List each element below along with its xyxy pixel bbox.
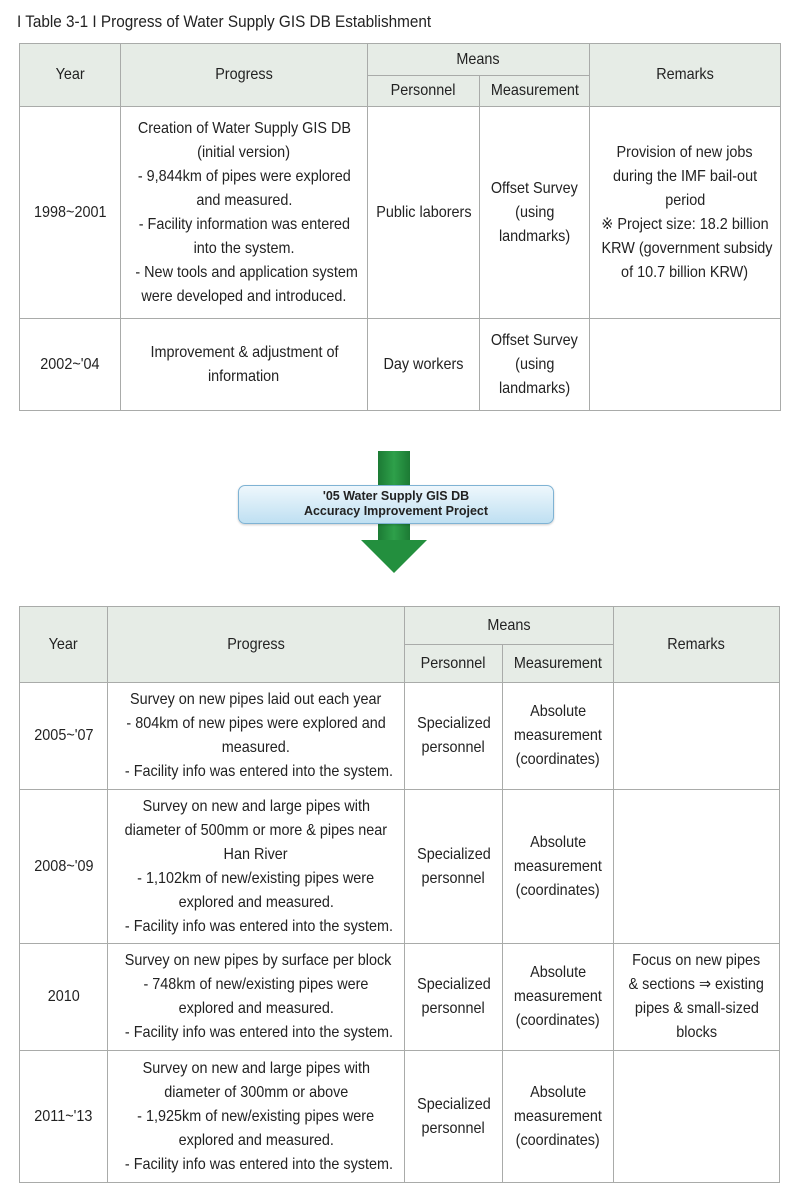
cell-remarks xyxy=(614,790,780,944)
cell-line: Han River xyxy=(223,845,289,863)
banner-line-1: '05 Water Supply GIS DB xyxy=(322,489,470,503)
cell-measurement xyxy=(503,790,614,944)
cell-line: Improvement & adjustment of xyxy=(149,343,339,361)
cell-line: Absolute xyxy=(529,703,587,720)
cell-year xyxy=(20,1051,108,1183)
cell-line: - 804km of new pipes were explored and xyxy=(126,715,386,732)
table-post-2005 xyxy=(19,606,780,1183)
cell-line: into the system. xyxy=(193,239,295,257)
cell-progress xyxy=(108,1051,405,1183)
cell-line: personnel xyxy=(421,1000,486,1017)
cell-personnel xyxy=(405,683,503,790)
cell-line: pipes & small-sized xyxy=(634,1000,759,1017)
cell-line: Day workers xyxy=(383,355,464,373)
cell-line: Absolute xyxy=(529,964,587,981)
cell-line: (using xyxy=(514,355,555,373)
cell-line: Specialized xyxy=(416,845,491,863)
cell-year xyxy=(20,683,108,790)
cell-line: personnel xyxy=(421,869,486,887)
table-title: I Table 3-1 I Progress of Water Supply GIS DB Establishment xyxy=(17,12,432,31)
cell-line: (coordinates) xyxy=(515,1012,601,1029)
cell-line: Survey on new and large pipes with xyxy=(142,797,370,815)
header-measurement: Measurement xyxy=(480,76,590,107)
cell-measurement xyxy=(503,683,614,790)
header-year: Year xyxy=(20,607,108,683)
table-row xyxy=(20,1051,780,1183)
cell-personnel xyxy=(405,944,503,1051)
cell-line: period xyxy=(664,191,706,209)
cell-line: Offset Survey xyxy=(491,331,578,349)
cell-remarks xyxy=(614,944,780,1051)
cell-line: (using xyxy=(514,203,555,221)
cell-line: 2008~'09 xyxy=(33,857,94,875)
cell-line: - 1,102km of new/existing pipes were xyxy=(137,869,375,887)
cell-year xyxy=(20,944,108,1051)
table-row xyxy=(20,790,780,944)
cell-line: information xyxy=(208,367,280,385)
header-remarks: Remarks xyxy=(590,44,781,107)
cell-line: Absolute xyxy=(529,833,587,851)
cell-progress xyxy=(108,790,405,944)
cell-line: Absolute xyxy=(529,1083,587,1101)
cell-line: Survey on new pipes laid out each year xyxy=(130,691,382,708)
cell-remarks xyxy=(614,683,780,790)
table-row xyxy=(20,683,780,790)
cell-line: Provision of new jobs xyxy=(616,143,754,161)
cell-line: were developed and introduced. xyxy=(141,287,347,305)
cell-line: 2011~'13 xyxy=(34,1107,93,1125)
cell-line: 2002~'04 xyxy=(40,355,100,373)
cell-line: diameter of 500mm or more & pipes near xyxy=(124,821,388,839)
arrow-head xyxy=(361,540,427,573)
cell-line: 2005~'07 xyxy=(33,727,94,744)
cell-line: Public laborers xyxy=(375,203,472,221)
cell-line: measurement xyxy=(513,857,603,875)
cell-line: Creation of Water Supply GIS DB xyxy=(137,119,351,137)
cell-line: personnel xyxy=(421,739,486,756)
cell-line: explored and measured. xyxy=(178,1131,334,1149)
arrow-shaft-bottom xyxy=(378,521,410,541)
project-banner xyxy=(238,485,554,524)
cell-line: measured. xyxy=(221,739,291,756)
cell-line: personnel xyxy=(421,1119,486,1137)
cell-progress xyxy=(108,683,405,790)
cell-line: - Facility info was entered into the system. xyxy=(124,763,394,780)
cell-line: - Facility info was entered into the system. xyxy=(124,1024,394,1041)
cell-line: - 9,844km of pipes were explored xyxy=(137,167,351,185)
header-personnel: Personnel xyxy=(368,76,480,107)
cell-line: Specialized xyxy=(416,715,491,732)
cell-line: diameter of 300mm or above xyxy=(163,1083,349,1101)
cell-line: and measured. xyxy=(195,191,293,209)
cell-line: landmarks) xyxy=(498,379,571,397)
cell-line: & sections ⇒ existing xyxy=(628,976,765,993)
cell-remarks xyxy=(614,1051,780,1183)
cell-line: (coordinates) xyxy=(515,1131,601,1149)
cell-line: 1998~2001 xyxy=(33,203,107,221)
arrow-shaft-top xyxy=(378,451,410,487)
table-row xyxy=(20,944,780,1051)
cell-line: (coordinates) xyxy=(515,881,601,899)
cell-line: measurement xyxy=(513,727,603,744)
cell-line: measurement xyxy=(513,988,603,1005)
cell-line: - 748km of new/existing pipes were xyxy=(143,976,369,993)
header-means: Means xyxy=(405,607,614,645)
cell-line: - Facility info was entered into the system. xyxy=(124,917,394,935)
cell-line: (coordinates) xyxy=(515,751,601,768)
cell-line: - Facility information was entered xyxy=(138,215,350,233)
cell-line: measurement xyxy=(513,1107,603,1125)
header-progress: Progress xyxy=(121,44,368,107)
cell-line: Survey on new and large pipes with xyxy=(142,1059,370,1077)
cell-measurement xyxy=(503,944,614,1051)
cell-personnel xyxy=(405,790,503,944)
cell-line: KRW (government subsidy xyxy=(601,239,773,257)
cell-line: - 1,925km of new/existing pipes were xyxy=(137,1107,375,1125)
cell-line: ※ Project size: 18.2 billion xyxy=(601,215,769,233)
cell-line: - Facility info was entered into the system. xyxy=(124,1155,394,1173)
header-year: Year xyxy=(20,44,121,107)
banner-line-2: Accuracy Improvement Project xyxy=(303,504,489,518)
cell-line: during the IMF bail-out xyxy=(612,167,758,185)
header-measurement: Measurement xyxy=(503,645,614,683)
cell-line: landmarks) xyxy=(498,227,571,245)
cell-line: 2010 xyxy=(47,988,80,1005)
cell-line: - New tools and application system xyxy=(135,263,358,281)
cell-line: explored and measured. xyxy=(178,1000,334,1017)
header-means: Means xyxy=(368,44,590,76)
cell-measurement xyxy=(503,1051,614,1183)
cell-year xyxy=(20,790,108,944)
cell-line: (initial version) xyxy=(197,143,291,161)
cell-personnel xyxy=(405,1051,503,1183)
cell-line: of 10.7 billion KRW) xyxy=(621,263,749,281)
cell-line: Specialized xyxy=(416,1095,491,1113)
cell-line: explored and measured. xyxy=(178,893,334,911)
cell-line: Offset Survey xyxy=(491,179,578,197)
header-progress: Progress xyxy=(108,607,405,683)
cell-line: Focus on new pipes xyxy=(632,952,761,969)
header-remarks: Remarks xyxy=(614,607,780,683)
cell-progress xyxy=(108,944,405,1051)
cell-line: blocks xyxy=(676,1024,717,1041)
cell-line: Survey on new pipes by surface per block xyxy=(124,952,392,969)
cell-line: Specialized xyxy=(416,976,491,993)
header-personnel: Personnel xyxy=(405,645,503,683)
